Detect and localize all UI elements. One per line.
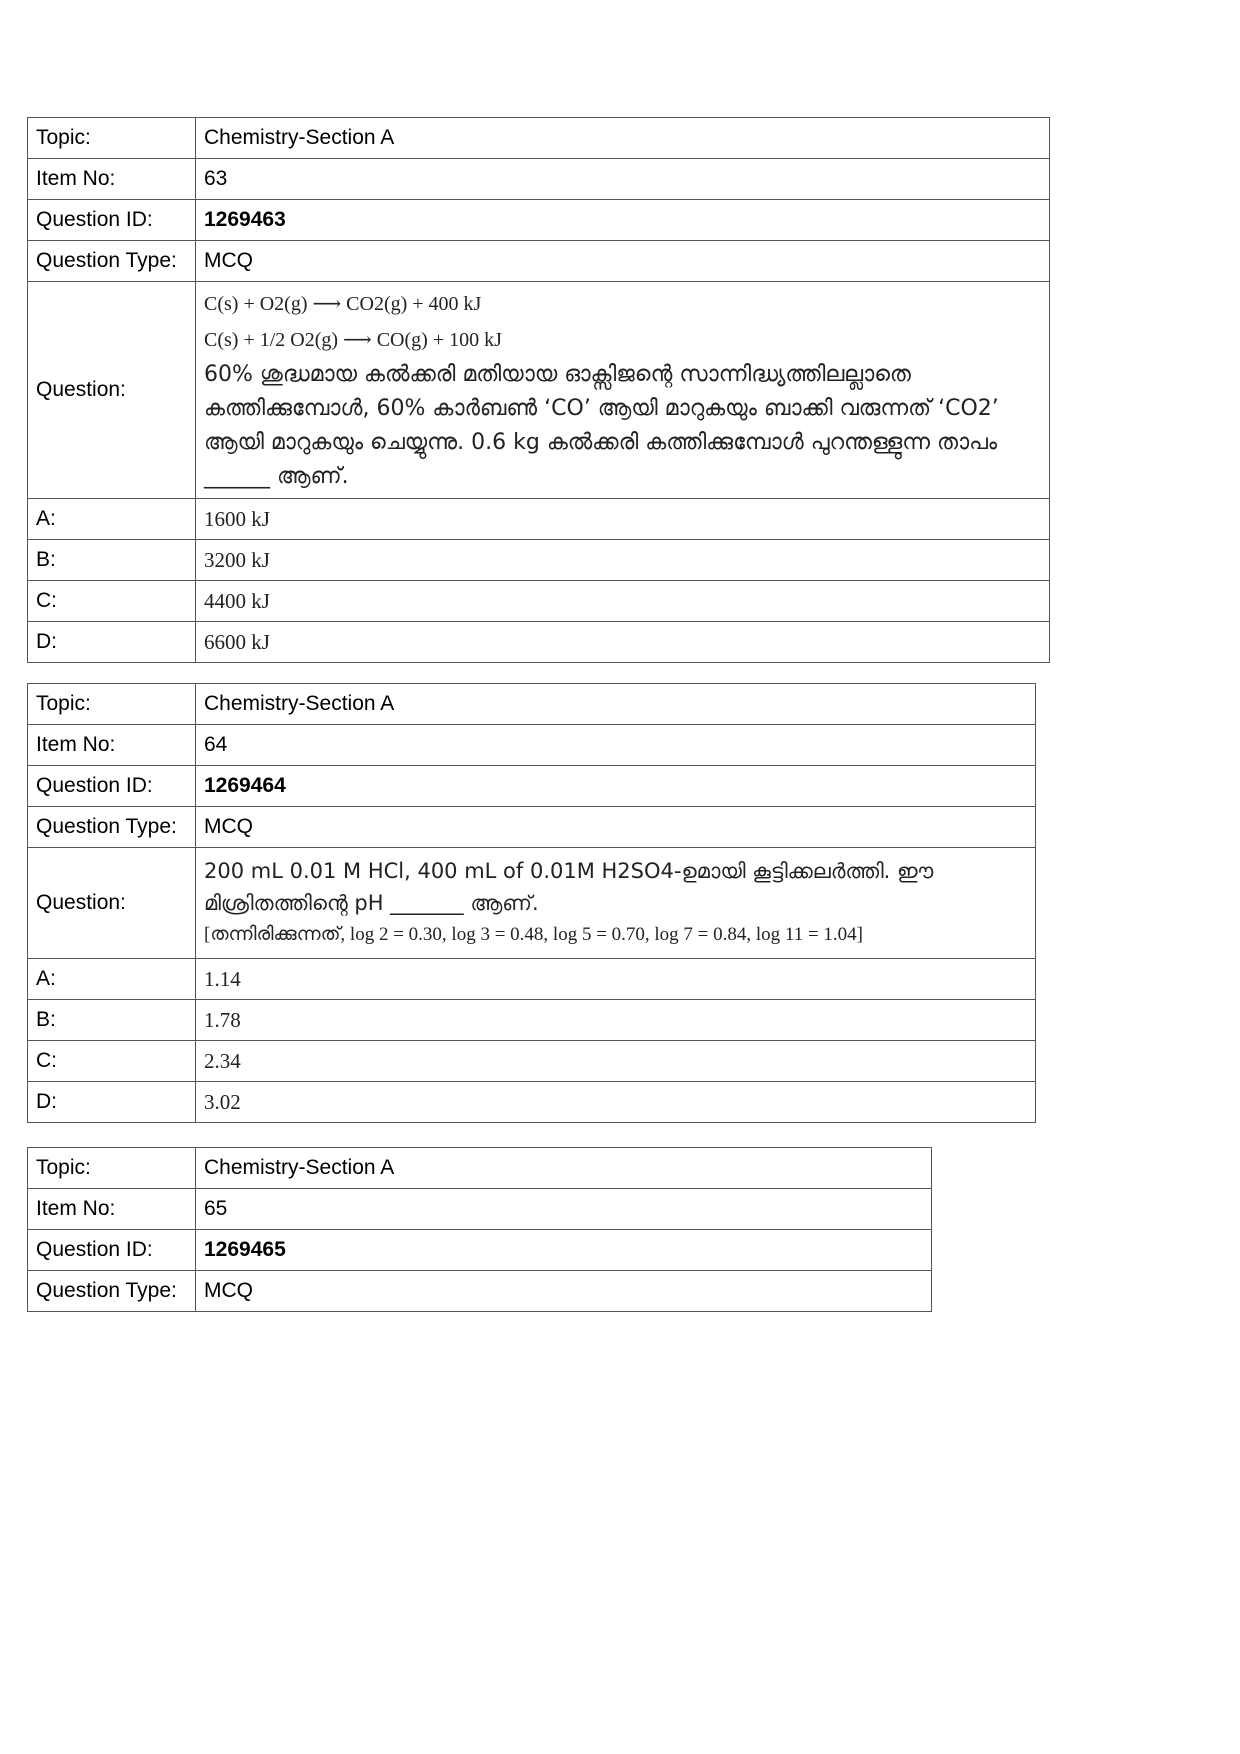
question-id-row — [28, 766, 1036, 807]
topic-label: Topic: — [28, 118, 196, 159]
equation-1: C(s) + O2(g) ⟶ CO2(g) + 400 kJ — [204, 293, 482, 315]
item-no-value: 64 — [196, 725, 1036, 766]
option-b-value: 3200 kJ — [196, 540, 1050, 581]
option-c-value: 2.34 — [196, 1041, 1036, 1082]
option-row-b — [28, 1000, 1036, 1041]
question-type-row — [28, 807, 1036, 848]
option-b-label: B: — [28, 540, 196, 581]
option-row-d — [28, 1082, 1036, 1123]
topic-row — [28, 1148, 932, 1189]
item-no-label: Item No: — [28, 159, 196, 200]
equation-2: C(s) + 1/2 O2(g) ⟶ CO(g) + 100 kJ — [204, 329, 502, 351]
item-no-row — [28, 159, 1050, 200]
option-d-value: 6600 kJ — [196, 622, 1050, 663]
option-a-value: 1.14 — [196, 959, 1036, 1000]
option-c-value: 4400 kJ — [196, 581, 1050, 622]
question-label: Question: — [28, 282, 196, 499]
option-a-label: A: — [28, 959, 196, 1000]
topic-label: Topic: — [28, 1148, 196, 1189]
question-row — [28, 282, 1050, 499]
question-row — [28, 848, 1036, 959]
option-a-label: A: — [28, 499, 196, 540]
question-id-row — [28, 200, 1050, 241]
topic-value: Chemistry-Section A — [196, 118, 1050, 159]
question-type-value: MCQ — [196, 241, 1050, 282]
option-c-label: C: — [28, 581, 196, 622]
option-b-value: 1.78 — [196, 1000, 1036, 1041]
option-row-c — [28, 1041, 1036, 1082]
option-b-label: B: — [28, 1000, 196, 1041]
question-id-value: 1269464 — [196, 766, 1036, 807]
item-no-value: 65 — [196, 1189, 932, 1230]
question-type-row — [28, 1271, 932, 1312]
item-no-label: Item No: — [28, 1189, 196, 1230]
question-type-row — [28, 241, 1050, 282]
question-id-row — [28, 1230, 932, 1271]
option-row-a — [28, 959, 1036, 1000]
question-type-label: Question Type: — [28, 1271, 196, 1312]
option-row-b — [28, 540, 1050, 581]
option-row-a — [28, 499, 1050, 540]
question-id-value: 1269465 — [196, 1230, 932, 1271]
option-row-c — [28, 581, 1050, 622]
question-id-label: Question ID: — [28, 766, 196, 807]
option-d-label: D: — [28, 1082, 196, 1123]
question-label: Question: — [28, 848, 196, 959]
question-text: 200 mL 0.01 M HCl, 400 mL of 0.01M H2SO4-ഉമായി കൂട്ടിക്കലർത്തി. ഈ മിശ്രിതത്തിന്റെ pH _______ ആണ്. — [204, 859, 934, 915]
option-d-value: 3.02 — [196, 1082, 1036, 1123]
given-values: [തന്നിരിക്കുന്നത്, log 2 = 0.30, log 3 = 0.48, log 5 = 0.70, log 7 = 0.84, log 11 = 1.04] — [204, 924, 864, 945]
question-body — [196, 282, 1050, 499]
option-d-label: D: — [28, 622, 196, 663]
topic-row — [28, 684, 1036, 725]
question-id-value: 1269463 — [196, 200, 1050, 241]
question-text: 60% ശുദ്ധമായ കൽക്കരി മതിയായ ഓക്സിജന്റെ സാന്നിദ്ധ്യത്തിലല്ലാതെ കത്തിക്കുമ്പോൾ, 60% കാർബൺ ‘CO’ ആയി മാറുകയും ബാക്കി വരുന്നത് ‘CO2’ ആയി മാറുകയും ചെയ്യുന്നു. 0.6 kg കൽക്കരി കത്തിക്കുമ്പോൾ പുറന്തള്ളുന്ന താപം ______ ആണ്. — [204, 362, 999, 489]
item-no-label: Item No: — [28, 725, 196, 766]
topic-row — [28, 118, 1050, 159]
question-id-label: Question ID: — [28, 200, 196, 241]
item-no-row — [28, 1189, 932, 1230]
topic-label: Topic: — [28, 684, 196, 725]
item-no-row — [28, 725, 1036, 766]
question-id-label: Question ID: — [28, 1230, 196, 1271]
question-table-63 — [27, 117, 1050, 663]
question-type-value: MCQ — [196, 1271, 932, 1312]
question-type-label: Question Type: — [28, 807, 196, 848]
option-c-label: C: — [28, 1041, 196, 1082]
question-table-64 — [27, 683, 1036, 1123]
item-no-value: 63 — [196, 159, 1050, 200]
question-table-65 — [27, 1147, 932, 1312]
topic-value: Chemistry-Section A — [196, 1148, 932, 1189]
topic-value: Chemistry-Section A — [196, 684, 1036, 725]
question-type-label: Question Type: — [28, 241, 196, 282]
option-row-d — [28, 622, 1050, 663]
option-a-value: 1600 kJ — [196, 499, 1050, 540]
question-body — [196, 848, 1036, 959]
question-type-value: MCQ — [196, 807, 1036, 848]
